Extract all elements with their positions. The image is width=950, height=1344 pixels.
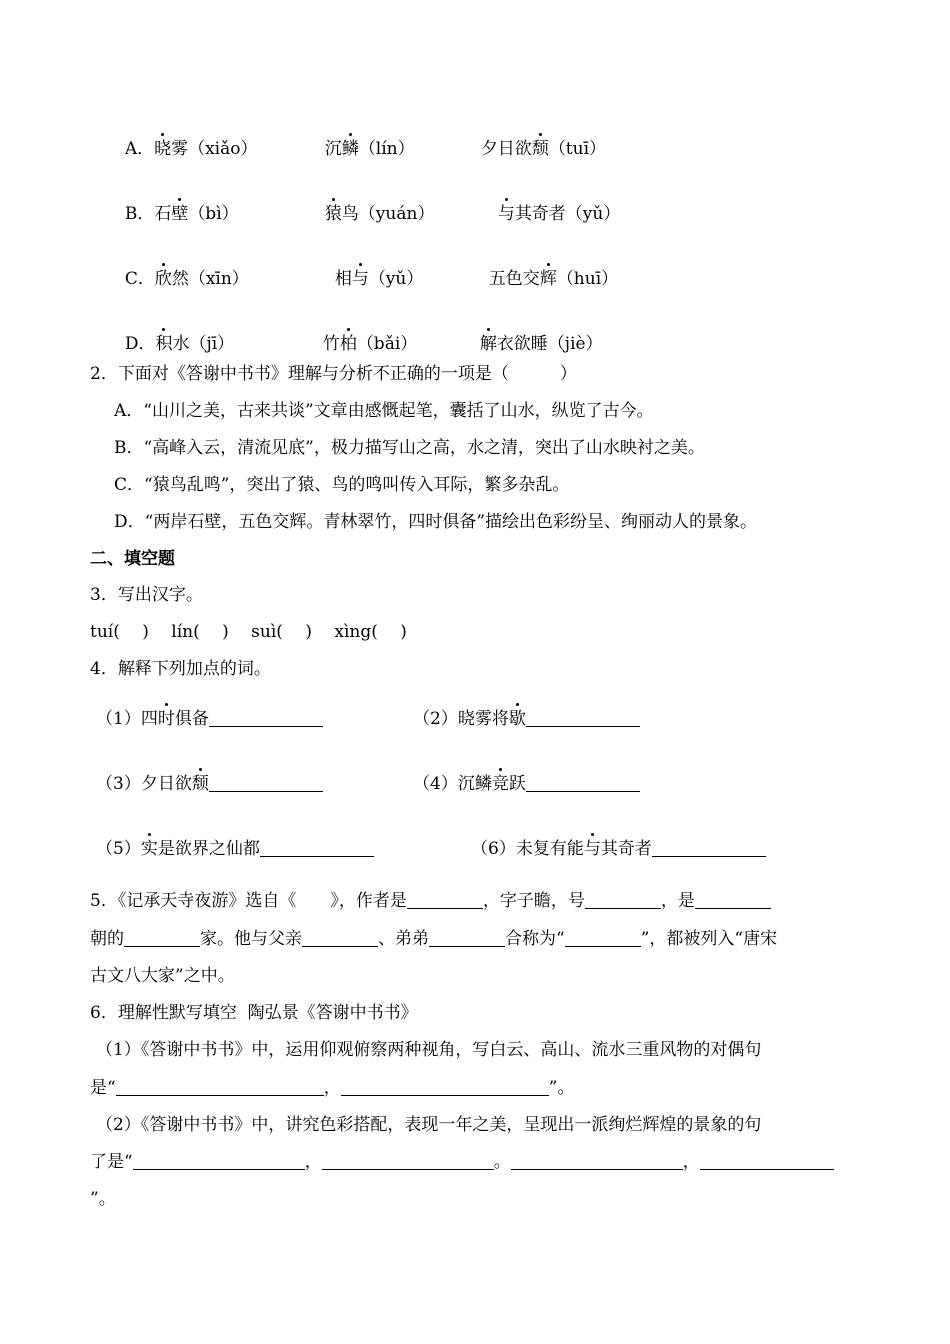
- answer-blank[interactable]: [124, 928, 200, 947]
- q3-pinyin: tuí( ) lín( ) suì( ) xìng( ): [90, 622, 407, 642]
- item-prefix: （5）: [96, 839, 141, 859]
- word-suffix: 鸟（yuán）: [341, 204, 435, 224]
- option-letter: B．: [124, 204, 155, 224]
- dotted-char: 歇: [508, 709, 526, 729]
- q1-option-a: [114, 116, 258, 160]
- dotted-char: 竞: [491, 774, 509, 794]
- q1-option-a-2: [314, 116, 415, 160]
- q1-option-a-3: [470, 116, 606, 160]
- dotted-char: 晓: [154, 139, 172, 159]
- text: ，字子瞻，号: [482, 891, 585, 911]
- q2-stem: 2．下面对《答谢中书书》理解与分析不正确的一项是（ ）: [90, 364, 577, 384]
- text: ”。: [548, 1078, 575, 1098]
- text: ，是: [660, 891, 695, 911]
- answer-blank[interactable]: [302, 928, 378, 947]
- dotted-char: 辉: [539, 269, 557, 289]
- answer-blank[interactable]: [585, 890, 661, 909]
- q1-option-b-2: [314, 181, 434, 225]
- text: ，: [304, 1152, 322, 1172]
- text: ，: [323, 1078, 341, 1098]
- q6-p2-line-3: ”。: [90, 1189, 116, 1209]
- q4-item-6: [471, 838, 766, 860]
- q1-option-c: [114, 246, 249, 290]
- dotted-char: 解: [479, 334, 497, 354]
- q4-item-5: [96, 838, 374, 860]
- answer-blank[interactable]: [116, 1077, 324, 1096]
- q2-option-a: A．“山川之美，古来共谈”文章由感慨起笔，囊括了山水，纵览了古今。: [114, 401, 654, 421]
- item-suffix: 俱备: [174, 709, 209, 729]
- text: ，: [682, 1152, 700, 1172]
- word-prefix: 夕日欲: [480, 139, 532, 159]
- q1-option-c-2: [324, 246, 423, 290]
- q1-option-c-3: [478, 246, 618, 290]
- word-suffix: （bǎi）: [356, 334, 418, 354]
- option-letter: D．: [124, 334, 156, 354]
- text: 朝的: [90, 929, 124, 949]
- dotted-char: 壁: [171, 204, 189, 224]
- q1-option-b-3: [487, 181, 620, 225]
- word-prefix: 石: [154, 204, 172, 224]
- section-heading: 二、填空题: [90, 549, 175, 569]
- answer-blank[interactable]: [565, 928, 641, 947]
- text: 合称为“: [505, 929, 565, 949]
- q4-item-1: [96, 708, 323, 730]
- item-suffix: 其奇者: [600, 839, 652, 859]
- q2-option-d: D．“两岸石壁，五色交辉。青林翠竹，四时俱备”描绘出色彩纷呈、绚丽动人的景象。: [114, 512, 758, 532]
- word-suffix: （lín）: [358, 139, 415, 159]
- answer-blank[interactable]: [133, 1151, 305, 1170]
- q4-item-2: [413, 708, 640, 730]
- word-suffix: 其奇者（yǔ）: [514, 204, 621, 224]
- dotted-char: 鳞: [341, 139, 359, 159]
- word-suffix: （bì）: [188, 204, 239, 224]
- answer-blank[interactable]: [526, 773, 640, 792]
- dotted-char: 颓: [191, 774, 209, 794]
- text: 家。他与父亲: [200, 929, 302, 949]
- dotted-char: 颓: [531, 139, 549, 159]
- dotted-char: 实: [140, 839, 158, 859]
- answer-blank[interactable]: [341, 1077, 549, 1096]
- q4-item-4: [413, 773, 640, 795]
- answer-blank[interactable]: [407, 890, 483, 909]
- item-prefix: （3）夕日欲: [96, 774, 192, 794]
- word-prefix: 沉: [324, 139, 342, 159]
- answer-blank[interactable]: [429, 928, 505, 947]
- answer-blank[interactable]: [322, 1151, 494, 1170]
- answer-blank[interactable]: [700, 1151, 834, 1170]
- dotted-char: 与: [497, 204, 515, 224]
- option-letter: C．: [124, 269, 155, 289]
- q2-option-c: C．“猿鸟乱鸣”，突出了猿、鸟的鸣叫传入耳际，繁多杂乱。: [114, 475, 570, 495]
- word-prefix: 五色交: [488, 269, 540, 289]
- dotted-char: 积: [155, 334, 173, 354]
- q5-line-1: [90, 890, 771, 912]
- q5-line-3: 古文八大家”之中。: [90, 966, 235, 986]
- answer-blank[interactable]: [209, 708, 323, 727]
- dotted-char: 时: [157, 709, 175, 729]
- q1-option-d: [114, 311, 234, 355]
- dotted-char: 柏: [339, 334, 357, 354]
- text: 。: [493, 1152, 511, 1172]
- dotted-char: 与: [583, 839, 601, 859]
- q5-line-2: [90, 928, 777, 950]
- q4-item-3: [96, 773, 323, 795]
- q6-p1-line-1: （1）《答谢中书书》中，运用仰观俯察两种视角，写白云、高山、流水三重风物的对偶句: [96, 1040, 762, 1060]
- dotted-char: 猿: [324, 204, 342, 224]
- answer-blank[interactable]: [695, 890, 771, 909]
- answer-blank[interactable]: [526, 708, 640, 727]
- word-suffix: 然（xīn）: [171, 269, 249, 289]
- answer-blank[interactable]: [511, 1151, 683, 1170]
- word-suffix: （huī）: [556, 269, 619, 289]
- q6-stem: 6．理解性默写填空 陶弘景《答谢中书书》: [90, 1003, 418, 1023]
- q2-option-b: B．“高峰入云，清流见底”，极力描写山之高，水之清，突出了山水映衬之美。: [114, 438, 705, 458]
- answer-blank[interactable]: [260, 838, 374, 857]
- q1-option-b: [114, 181, 239, 225]
- word-suffix: 雾（xiǎo）: [171, 139, 258, 159]
- answer-blank[interactable]: [209, 773, 323, 792]
- answer-blank[interactable]: [652, 838, 766, 857]
- word-prefix: 相: [334, 269, 352, 289]
- q4-stem: 4．解释下列加点的词。: [90, 659, 271, 679]
- word-suffix: 衣欲睡（jiè）: [496, 334, 603, 354]
- dotted-char: 欣: [154, 269, 172, 289]
- word-suffix: （yǔ）: [368, 269, 424, 289]
- item-prefix: （1）四: [96, 709, 158, 729]
- q6-p2-line-2: [90, 1151, 834, 1173]
- text: ”，都被列入“唐宋: [640, 929, 778, 949]
- word-prefix: 竹: [322, 334, 340, 354]
- q6-p2-line-1: （2）《答谢中书书》中，讲究色彩搭配，表现一年之美，呈现出一派绚烂辉煌的景象的句: [96, 1115, 762, 1135]
- item-prefix: （6）未复有能: [471, 839, 584, 859]
- q1-option-d-3: [469, 311, 603, 355]
- word-suffix: 水（jī）: [172, 334, 235, 354]
- text: 5．《记承天寺夜游》选自《 》，作者是: [90, 891, 407, 911]
- option-letter: A．: [124, 139, 155, 159]
- text: 了是“: [90, 1152, 133, 1172]
- item-prefix: （4）沉鳞: [413, 774, 492, 794]
- word-suffix: （tuī）: [548, 139, 607, 159]
- q1-option-d-2: [312, 311, 417, 355]
- text: 是“: [90, 1078, 116, 1098]
- item-suffix: 是欲界之仙都: [157, 839, 260, 859]
- item-prefix: （2）晓雾将: [413, 709, 509, 729]
- q3-stem: 3．写出汉字。: [90, 585, 203, 605]
- item-suffix: 跃: [508, 774, 526, 794]
- q6-p1-line-2: [90, 1077, 574, 1099]
- text: 、弟弟: [378, 929, 429, 949]
- dotted-char: 与: [351, 269, 369, 289]
